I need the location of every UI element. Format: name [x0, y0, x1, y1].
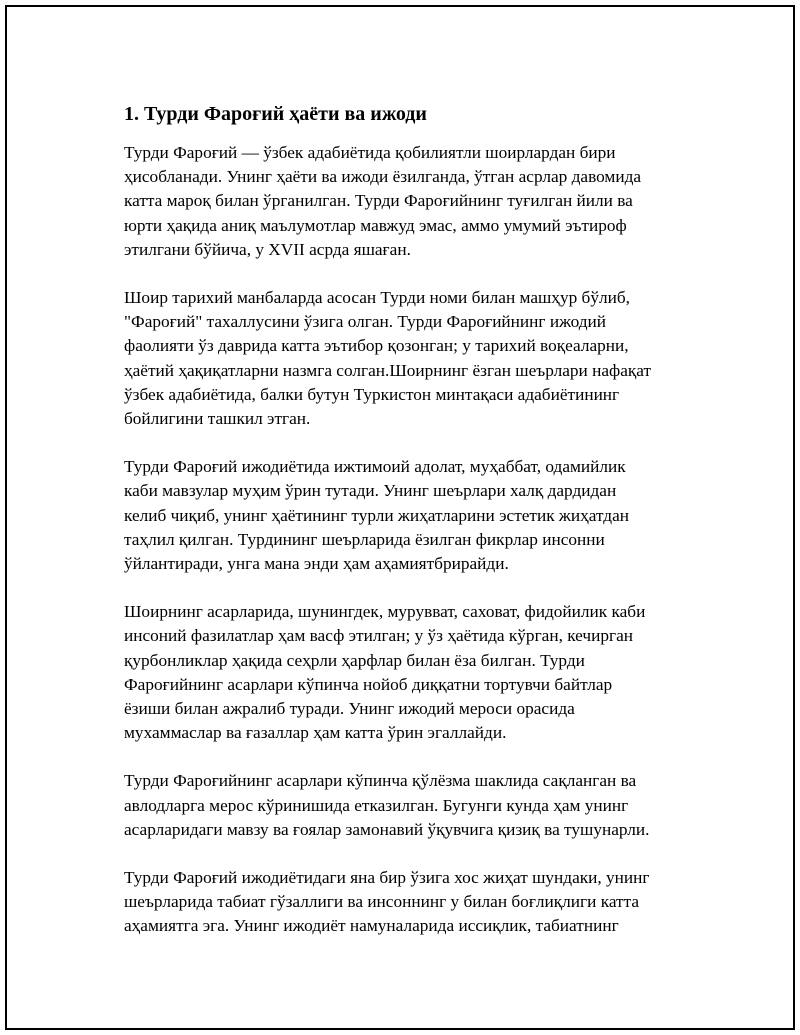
- text-line: ҳисобланади. Унинг ҳаёти ва ижоди ёзилганда, ўтган асрлар давомида: [124, 167, 642, 187]
- text-line: Турди Фароғий ижодиётидаги яна бир ўзига хос жиҳат шундаки, унинг: [124, 868, 650, 888]
- text-line: катта мароқ билан ўрганилган. Турди Фароғийнинг туғилган йили ва: [124, 191, 633, 211]
- page-frame: [5, 5, 795, 1030]
- text-line: Турди Фароғий — ўзбек адабиётида қобилиятли шоирлардан бири: [124, 143, 616, 162]
- text-line: аҳамиятга эга. Унинг ижодиёт намуналарида иссиқлик, табиатнинг: [124, 916, 619, 936]
- text-line: келиб чиқиб, унинг ҳаётининг турли жиҳатларини эстетик жиҳатдан: [124, 505, 630, 525]
- text-line: ўйлантиради, унга мана энди ҳам аҳамиятбрирайди.: [124, 554, 509, 574]
- text-line: ўзбек адабиётида, балки бутун Туркистон минтақаси адабиётининг: [124, 384, 620, 404]
- text-line: Шоир тарихий манбаларда асосан Турди номи билан машҳур бўлиб,: [124, 288, 630, 308]
- section-heading: 1. Турди Фароғий ҳаёти ва ижоди: [124, 103, 427, 125]
- text-line: авлодларга мерос кўринишида етказилган. Бугунги кунда ҳам унинг: [124, 795, 629, 815]
- text-line: мухаммаслар ва ғазаллар ҳам катта ўрин эгаллайди.: [124, 723, 507, 743]
- text-line: қурбонликлар ҳақида сеҳрли ҳарфлар билан ёза билган. Турди: [124, 650, 585, 670]
- text-line: каби мавзулар муҳим ўрин тутади. Унинг шеърлари халқ дардидан: [124, 481, 617, 501]
- text-line: этилгани бўйича, у XVII асрда яшаған.: [124, 239, 411, 259]
- text-line: фаолияти ўз даврида катта эътибор қозонган; у тарихий воқеаларни,: [124, 336, 629, 356]
- text-line: шеърларида табиат гўзаллиги ва инсоннинг у билан боғлиқлиги катта: [124, 892, 640, 912]
- paragraph: [124, 141, 704, 262]
- text-line: асарларидаги мавзу ва ғоялар замонавий ўқувчига қизиқ ва тушунарли.: [124, 819, 650, 839]
- text-line: инсоний фазилатлар ҳам васф этилган; у ўз ҳаётида кўрган, кечирган: [124, 626, 634, 646]
- text-line: Турди Фароғий ижодиётида ижтимоий адолат, муҳаббат, одамийлик: [124, 457, 626, 477]
- text-line: Фароғийнинг асарлари кўпинча нойоб диққатни тортувчи байтлар: [124, 674, 613, 694]
- text-line: бойлигини ташкил этган.: [124, 409, 311, 429]
- text-line: ёзиши билан ажралиб туради. Унинг ижодий мероси орасида: [124, 699, 575, 719]
- paragraph: [124, 866, 704, 939]
- text-line: "Фароғий" тахаллусини ўзига олган. Турди Фароғийнинг ижодий: [124, 312, 607, 332]
- text-line: юрти ҳақида аниқ маълумотлар мавжуд эмас, аммо умумий эътироф: [124, 215, 627, 235]
- paragraph: [124, 769, 704, 842]
- text-line: таҳлил қилган. Турдининг шеърларида ёзилган фикрлар инсонни: [124, 529, 605, 549]
- text-line: Турди Фароғийнинг асарлари кўпинча қўлёзма шаклида сақланган ва: [124, 771, 637, 791]
- paragraph: [124, 455, 704, 576]
- document-body: [124, 102, 704, 963]
- paragraph: [124, 600, 704, 745]
- paragraph: [124, 286, 704, 431]
- text-line: ҳаётий ҳақиқатларни назмга солган.Шоирнинг ёзган шеърлари нафақат: [124, 360, 652, 380]
- text-line: Шоирнинг асарларида, шунингдек, мурувват, саховат, фидойилик каби: [124, 602, 646, 622]
